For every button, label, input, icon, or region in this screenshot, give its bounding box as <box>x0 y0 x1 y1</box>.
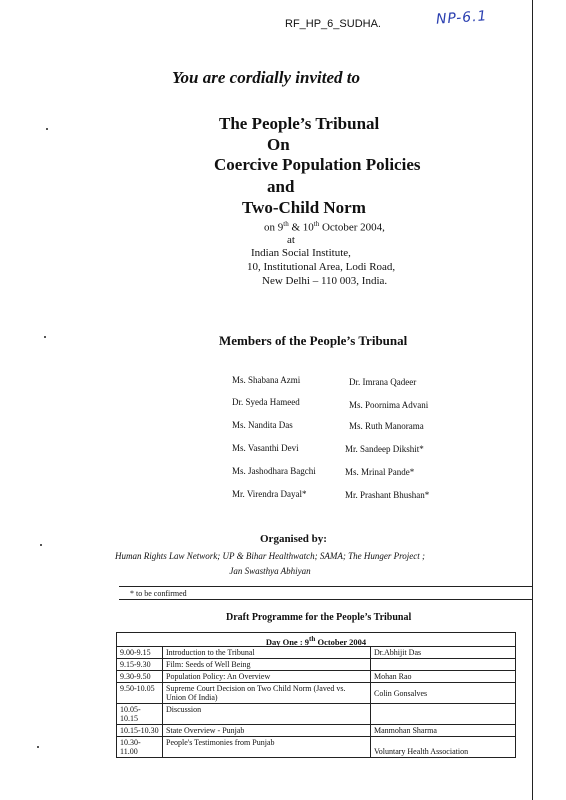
programme-table <box>116 632 516 758</box>
programme-heading: Draft Programme for the People’s Tribunal <box>226 612 412 623</box>
row-topic: Introduction to the Tribunal <box>163 647 371 658</box>
member-left-1: Ms. Shabana Azmi <box>232 375 301 385</box>
row-speaker: Colin Gonsalves <box>374 688 428 698</box>
member-left-2: Dr. Syeda Hameed <box>232 397 300 407</box>
member-right-2: Ms. Poornima Advani <box>349 400 429 410</box>
members-heading: Members of the People’s Tribunal <box>219 333 408 348</box>
row-speaker: Dr.Abhijit Das <box>374 648 422 657</box>
row-time: 9.30-9.50 <box>117 671 163 682</box>
row-topic: Discussion <box>163 704 371 724</box>
row-time: 9.00-9.15 <box>117 647 163 658</box>
row-time: 10.05- 10.15 <box>117 704 163 724</box>
row-topic: Population Policy: An Overview <box>163 671 371 682</box>
reference-code: RF_HP_6_SUDHA. <box>285 18 381 30</box>
scan-speck <box>44 336 46 338</box>
invitation-intro: You are cordially invited to <box>172 68 360 87</box>
title-line-4: and <box>267 177 295 196</box>
row-topic: Supreme Court Decision on Two Child Norm (Javed vs. Union Of India) <box>163 683 371 703</box>
scan-speck <box>46 128 48 130</box>
row-topic: Film: Seeds of Well Being <box>163 659 371 670</box>
member-right-5: Ms. Mrinal Pande* <box>345 467 415 477</box>
table-row <box>117 704 515 725</box>
row-time: 9.50-10.05 <box>117 683 163 703</box>
page-edge-line <box>532 0 533 800</box>
member-left-5: Ms. Jashodhara Bagchi <box>232 466 316 476</box>
row-topic: State Overview - Punjab <box>163 725 371 736</box>
footnote: * to be confirmed <box>130 589 187 598</box>
footnote-rule <box>119 586 532 587</box>
table-row <box>117 683 515 704</box>
member-right-1: Dr. Imrana Qadeer <box>349 377 417 387</box>
row-speaker <box>371 704 515 724</box>
section-rule <box>119 599 532 600</box>
title-line-5: Two-Child Norm <box>242 198 366 217</box>
row-speaker <box>371 659 515 670</box>
row-speaker: Voluntary Health Association <box>374 747 469 756</box>
member-right-4: Mr. Sandeep Dikshit* <box>345 444 424 454</box>
title-line-3: Coercive Population Policies <box>214 155 421 174</box>
member-left-4: Ms. Vasanthi Devi <box>232 443 299 453</box>
member-right-6: Mr. Prashant Bhushan* <box>345 490 430 500</box>
table-row <box>117 737 515 757</box>
row-topic: People's Testimonies from Punjab <box>163 737 371 757</box>
row-time: 9.15-9.30 <box>117 659 163 670</box>
organisers-line-2: Jan Swasthya Abhiyan <box>229 566 311 576</box>
member-right-3: Ms. Ruth Manorama <box>349 421 424 431</box>
scan-speck <box>40 544 42 546</box>
member-left-6: Mr. Virendra Dayal* <box>232 489 307 499</box>
table-row <box>117 659 515 671</box>
address-line-4: New Delhi – 110 003, India. <box>262 275 388 287</box>
member-left-3: Ms. Nandita Das <box>232 420 293 430</box>
row-time: 10.15-10.30 <box>117 725 163 736</box>
address-line-1: at <box>287 234 295 246</box>
organisers-line-1: Human Rights Law Network; UP & Bihar Healthwatch; SAMA; The Hunger Project ; <box>115 551 425 561</box>
table-row <box>117 725 515 737</box>
handwritten-note: NP-6.1 <box>435 8 488 28</box>
title-line-2: On <box>267 135 290 154</box>
title-line-1: The People’s Tribunal <box>219 114 380 133</box>
table-row <box>117 671 515 683</box>
row-speaker: Mohan Rao <box>374 672 412 681</box>
day-header: Day One : 9th October 2004 <box>117 633 515 647</box>
address-line-3: 10, Institutional Area, Lodi Road, <box>247 261 396 273</box>
scan-speck <box>37 746 39 748</box>
row-speaker: Manmohan Sharma <box>374 726 437 735</box>
row-time: 10.30- 11.00 <box>117 737 163 757</box>
event-date: on 9th & 10th October 2004, <box>264 220 385 234</box>
address-line-2: Indian Social Institute, <box>251 247 351 259</box>
organisers-heading: Organised by: <box>260 533 327 545</box>
table-row <box>117 647 515 659</box>
